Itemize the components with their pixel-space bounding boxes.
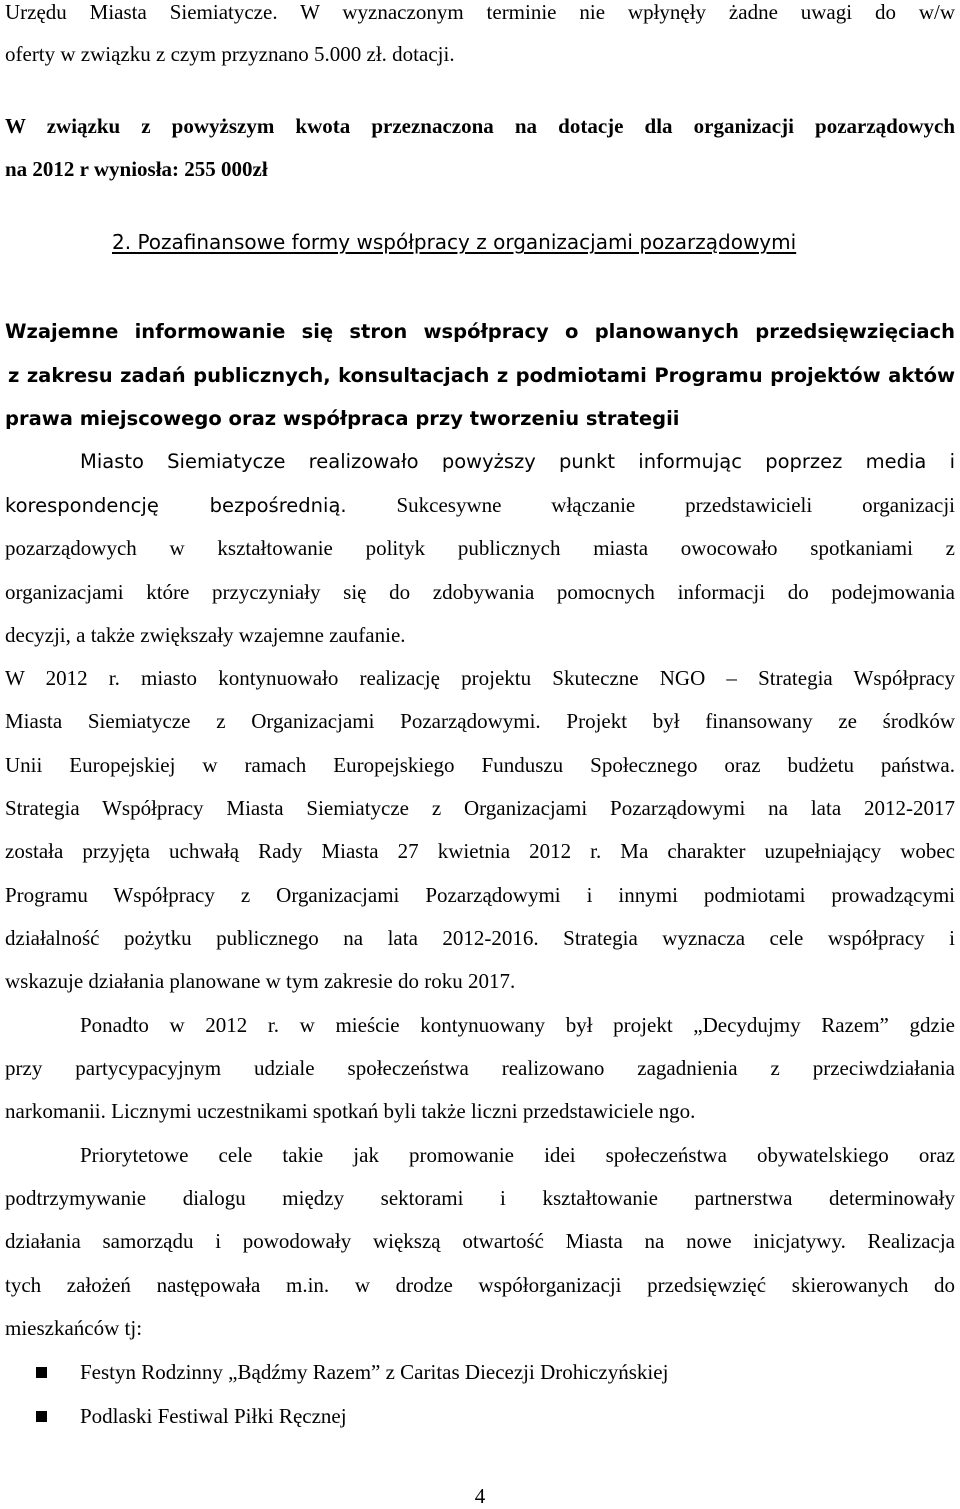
intro-line-2: oferty w związku z czym przyznano 5.000 zł. dotacji.: [5, 42, 455, 66]
ngo-line-6: Programu Współpracy z Organizacjami Pozarządowymi i innymi podmiotami prowadzącymi: [5, 883, 955, 907]
ngo-line-3: Unii Europejskiej w ramach Europejskiego Funduszu Społecznego oraz budżetu państwa.: [5, 753, 955, 777]
project-line-2: przy partycypacyjnym udziale społeczeństwa realizowano zagadnienia z przeciwdziałania: [5, 1056, 955, 1080]
info-line-4: organizacjami które przyczyniały się do zdobywania pomocnych informacji do podejmowania: [5, 580, 955, 604]
summary-line-2: na 2012 r wyniosła: 255 000zł: [5, 157, 268, 181]
event-label: Podlaski Festiwal Piłki Ręcznej: [80, 1404, 347, 1428]
subheading-line-3: prawa miejscowego oraz współpraca przy tworzeniu strategii: [5, 407, 680, 430]
ngo-line-5: została przyjęta uchwałą Rady Miasta 27 kwietnia 2012 r. Ma charakter uzupełniający wobec: [5, 839, 955, 863]
event-label: Festyn Rodzinny „Bądźmy Razem” z Caritas Diecezji Drohiczyńskiej: [80, 1360, 669, 1384]
square-bullet-icon: [36, 1367, 47, 1378]
ngo-line-8: wskazuje działania planowane w tym zakresie do roku 2017.: [5, 969, 516, 993]
info-line-2: [5, 495, 955, 516]
ngo-line-1: W 2012 r. miasto kontynuowało realizację projektu Skuteczne NGO – Strategia Współpracy: [5, 666, 955, 690]
info-line-2-part-2: Sukcesywne włączanie przedstawicieli organizacji: [346, 493, 955, 517]
ngo-line-4: Strategia Współpracy Miasta Siemiatycze z Organizacjami Pozarządowymi na lata 2012-2017: [5, 796, 955, 820]
square-bullet-icon: [36, 1411, 47, 1422]
summary-line-1: W związku z powyższym kwota przeznaczona na dotacje dla organizacji pozarządowych: [5, 114, 955, 138]
priorities-line-1: Priorytetowe cele takie jak promowanie idei społeczeństwa obywatelskiego oraz: [80, 1143, 955, 1167]
info-line-5: decyzji, a także zwiększały wzajemne zaufanie.: [5, 623, 406, 647]
priorities-line-4: tych założeń następowała m.in. w drodze współorganizacji przedsięwzięć skierowanych do: [5, 1273, 955, 1297]
project-line-1: Ponadto w 2012 r. w mieście kontynuowany był projekt „Decydujmy Razem” gdzie: [80, 1013, 955, 1037]
ngo-line-7: działalność pożytku publicznego na lata 2012-2016. Strategia wyznacza cele współpracy i: [5, 926, 955, 950]
subheading-line-1: Wzajemne informowanie się stron współpracy o planowanych przedsięwzięciach: [5, 320, 955, 343]
priorities-line-5: mieszkańców tj:: [5, 1316, 143, 1340]
project-line-3: narkomanii. Licznymi uczestnikami spotkań byli także liczni przedstawiciele ngo.: [5, 1099, 696, 1123]
subheading-line-2: z zakresu zadań publicznych, konsultacjach z podmiotami Programu projektów aktów: [8, 364, 955, 387]
page-number: 4: [474, 1484, 486, 1508]
info-line-1: Miasto Siemiatycze realizowało powyższy punkt informując poprzez media i: [80, 450, 955, 473]
priorities-line-3: działania samorządu i powodowały większą otwartość Miasta na nowe inicjatywy. Realizacja: [5, 1229, 955, 1253]
ngo-line-2: Miasta Siemiatycze z Organizacjami Pozarządowymi. Projekt był finansowany ze środków: [5, 709, 955, 733]
info-line-2-part-1: korespondencję bezpośrednią.: [5, 494, 347, 517]
intro-line-1: Urzędu Miasta Siemiatycze. W wyznaczonym terminie nie wpłynęły żadne uwagi do w/w: [5, 0, 955, 24]
info-line-3: pozarządowych w kształtowanie polityk publicznych miasta owocowało spotkaniami z: [5, 536, 955, 560]
priorities-line-2: podtrzymywanie dialogu między sektorami i kształtowanie partnerstwa determinowały: [5, 1186, 955, 1210]
section-heading: 2. Pozafinansowe formy współpracy z organizacjami pozarządowymi: [112, 230, 797, 254]
